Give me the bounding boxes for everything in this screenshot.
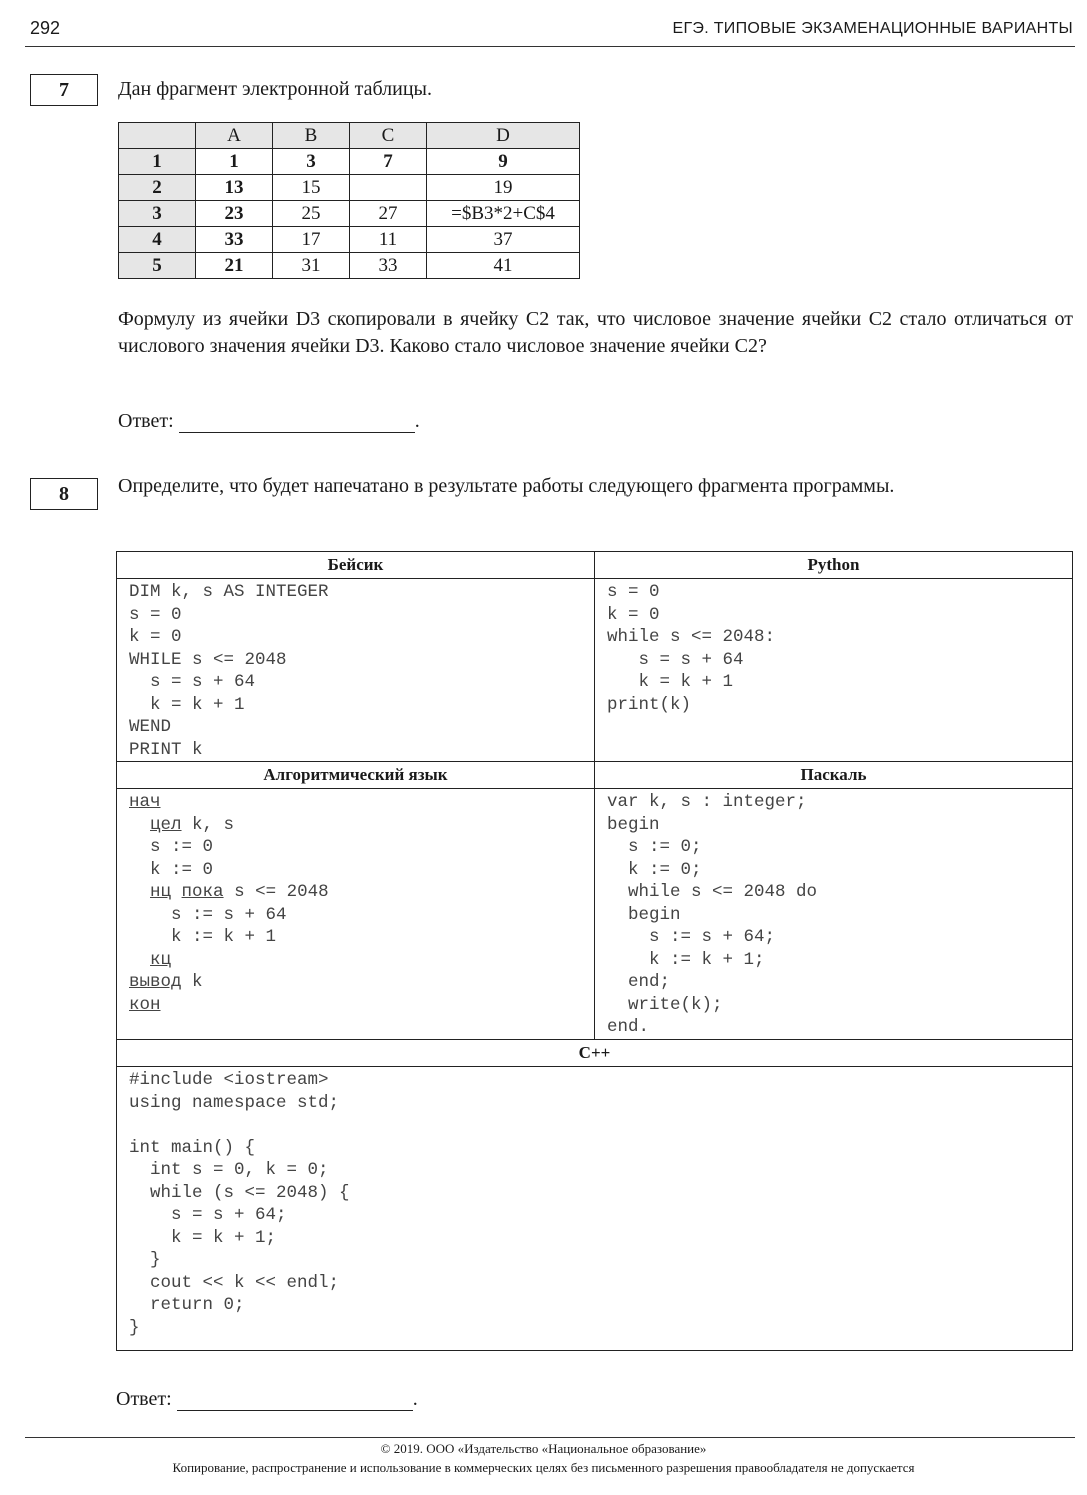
algo-kw-cel: цел	[150, 814, 182, 835]
footer-notice: Копирование, распространение и использование в коммерческих целях без письменного разрешения правообладателя не допускается	[172, 1460, 915, 1475]
algo-kw-kon: кон	[129, 994, 161, 1015]
question-8-number: 8	[30, 478, 98, 510]
code-python: s = 0 k = 0 while s <= 2048: s = s + 64 k = k + 1 print(k)	[607, 582, 776, 715]
sheet-cell: 9	[427, 149, 580, 175]
answer-period: .	[412, 1388, 418, 1410]
running-header: ЕГЭ. ТИПОВЫЕ ЭКЗАМЕНАЦИОННЫЕ ВАРИАНТЫ	[672, 20, 1073, 37]
sheet-cell: 21	[196, 253, 273, 279]
lang-header-algo: Алгоритмический язык	[117, 762, 595, 789]
sheet-row-header: 5	[119, 253, 196, 279]
sheet-cell: 11	[350, 227, 427, 253]
sheet-corner-cell	[119, 123, 196, 149]
sheet-cell: 33	[196, 227, 273, 253]
sheet-cell	[350, 175, 427, 201]
sheet-row	[119, 201, 580, 227]
sheet-row-header: 2	[119, 175, 196, 201]
code-cpp: #include <iostream> using namespace std; int main() { int s = 0, k = 0; while (s <= 2048) { s = s + 64; k = k + 1; } cout << k << endl; return 0; }	[129, 1070, 350, 1338]
algo-text: s := 0	[129, 837, 214, 857]
sheet-row-header: 4	[119, 227, 196, 253]
answer-period: .	[414, 410, 420, 432]
page-number: 292	[30, 18, 61, 38]
lang-header-pascal: Паскаль	[595, 762, 1073, 789]
sheet-cell: 27	[350, 201, 427, 227]
answer-blank-field[interactable]	[179, 412, 415, 433]
sheet-cell: 33	[350, 253, 427, 279]
lang-header-python: Python	[595, 552, 1073, 579]
question-8-intro: Определите, что будет напечатано в результате работы следующего фрагмента программы.	[118, 475, 895, 497]
sheet-cell: 25	[273, 201, 350, 227]
question-8-answer	[116, 1388, 418, 1411]
footer-copyright: © 2019. ООО «Издательство «Национальное образование»	[380, 1441, 707, 1456]
sheet-row-header: 1	[119, 149, 196, 175]
sheet-row	[119, 227, 580, 253]
code-listings-table	[116, 551, 1073, 1351]
question-7-answer	[118, 410, 420, 433]
header-divider	[25, 46, 1075, 47]
lang-header-basic: Бейсик	[117, 552, 595, 579]
algo-kw-kc: кц	[150, 949, 172, 970]
sheet-cell: 15	[273, 175, 350, 201]
sheet-col-header: C	[350, 123, 427, 149]
algo-kw-nc: нц	[150, 882, 172, 902]
sheet-row	[119, 175, 580, 201]
sheet-row-header: 3	[119, 201, 196, 227]
sheet-col-header: B	[273, 123, 350, 149]
sheet-col-header: A	[196, 123, 273, 149]
algo-text: s := s + 64	[129, 904, 287, 925]
code-basic: DIM k, s AS INTEGER s = 0 k = 0 WHILE s <= 2048 s = s + 64 k = k + 1 WEND PRINT k	[129, 582, 329, 760]
answer-label: Ответ:	[116, 1388, 172, 1410]
sheet-cell: 23	[196, 201, 273, 227]
algo-kw-nach: нач	[129, 792, 161, 812]
sheet-cell: 37	[427, 227, 580, 253]
code-algo	[117, 789, 594, 1016]
sheet-cell: 13	[196, 175, 273, 201]
algo-text: k	[181, 972, 203, 992]
answer-blank-field[interactable]	[177, 1390, 413, 1411]
sheet-cell: 7	[350, 149, 427, 175]
code-pascal: var k, s : integer; begin s := 0; k := 0; while s <= 2048 do begin s := s + 64; k := k + 1; end; write(k); end.	[607, 792, 818, 1037]
sheet-cell: 19	[427, 175, 580, 201]
spreadsheet-fragment	[118, 122, 580, 279]
algo-text: k, s	[181, 814, 235, 835]
algo-text: k := 0	[129, 859, 214, 880]
question-7-intro: Дан фрагмент электронной таблицы.	[118, 78, 432, 100]
question-7-text: Формулу из ячейки D3 скопировали в ячейку C2 так, что числовое значение ячейки C2 стало отличаться от числового значения ячейки D3. Каково стало числовое значение ячейки C2?	[118, 308, 1073, 357]
sheet-row	[119, 149, 580, 175]
sheet-formula-cell: =$B3*2+C$4	[427, 201, 580, 227]
sheet-cell: 31	[273, 253, 350, 279]
sheet-cell: 1	[196, 149, 273, 175]
sheet-header-row	[119, 123, 580, 149]
sheet-row	[119, 253, 580, 279]
lang-header-cpp: C++	[117, 1040, 1073, 1067]
algo-text: k := k + 1	[129, 927, 277, 947]
sheet-col-header: D	[427, 123, 580, 149]
sheet-cell: 3	[273, 149, 350, 175]
sheet-cell: 41	[427, 253, 580, 279]
answer-label: Ответ:	[118, 410, 174, 432]
algo-kw-vyvod: вывод	[129, 972, 182, 992]
footer-divider	[25, 1437, 1075, 1438]
sheet-cell: 17	[273, 227, 350, 253]
algo-kw-poka: пока	[181, 882, 224, 902]
algo-text: s <= 2048	[223, 882, 329, 902]
question-7-number: 7	[30, 74, 98, 106]
